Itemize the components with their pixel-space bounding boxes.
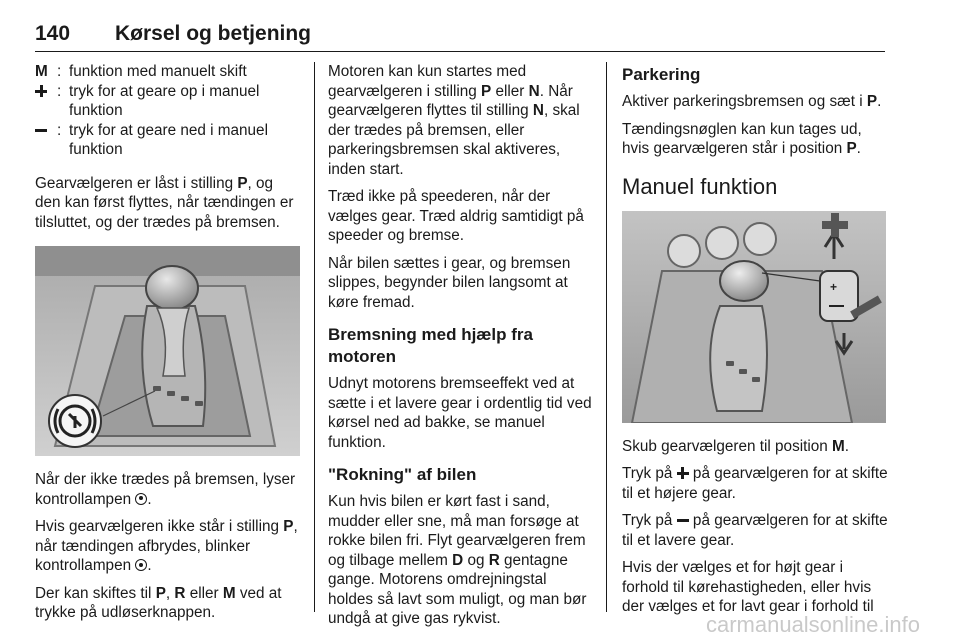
paragraph: Når der ikke trædes på bremsen, lyser kontrollampen .: [35, 471, 296, 508]
definition-row: : tryk for at geare op i manuel funktion: [35, 82, 300, 121]
section-heading: Bremsning med hjælp fra motoren: [328, 325, 533, 366]
definition-row: M : funktion med manuelt skift: [35, 62, 300, 82]
paragraph: Tryk på på gearvælgeren for at skifte til et højere gear.: [622, 465, 888, 502]
column-3: [622, 62, 888, 625]
definition-row: : tryk for at geare ned i manuel funktion: [35, 121, 300, 160]
paragraph: Tryk på på gearvælgeren for at skifte til et lavere gear.: [622, 512, 888, 549]
column-2: [328, 62, 592, 637]
definition-text: tryk for at geare op i manuel funktion: [69, 82, 260, 119]
definition-text: funktion med manuelt skift: [69, 63, 247, 80]
page-header: [35, 22, 885, 52]
watermark: carmanualsonline.info: [705, 612, 920, 637]
paragraph: Der kan skiftes til P, R eller M ved at trykke på udløserknappen.: [35, 584, 282, 621]
plus-icon: [677, 467, 689, 479]
paragraph: Motoren kan kun startes med gearvælgeren i stilling P eller N. Når gearvælgeren flyttes til stilling N, skal der trædes på bremsen, eller parkeringsbremsen skal aktiveres, inden start.: [328, 63, 580, 178]
paragraph: Træd ikke på speederen, når der vælges gear. Træd aldrig samtidigt på speeder og bremse.: [328, 188, 584, 244]
paragraph: Aktiver parkeringsbremsen og sæt i P.: [622, 93, 882, 110]
brake-warning-icon: [135, 559, 147, 571]
section-heading: Parkering: [622, 65, 701, 84]
manual-shift-illustration: [622, 211, 886, 423]
paragraph: Gearvælgeren er låst i stilling P, og den kan først flyttes, når tændingen er tilsluttet, og der trædes på bremsen.: [35, 174, 294, 231]
header-rule: [35, 51, 885, 52]
paragraph: Udnyt motorens bremseeffekt ved at sætte i et lavere gear i ordentlig tid ved kørsel ned ad bakke, se manuel funktion.: [328, 375, 592, 451]
column-divider-2: [606, 62, 607, 612]
column-1: [35, 62, 300, 631]
minus-icon: [677, 514, 689, 526]
definition-key: M: [35, 63, 48, 80]
chapter-title: Kørsel og betjening: [115, 22, 312, 45]
section-heading: "Rokning" af bilen: [328, 465, 477, 484]
section-title: Manuel funktion: [622, 173, 778, 199]
paragraph: Skub gearvælgeren til position M.: [622, 437, 850, 455]
paragraph: Tændingsnøglen kan kun tages ud, hvis gearvælgeren står i position P.: [622, 120, 862, 157]
paragraph: Når bilen sættes i gear, og bremsen slippes, begynder bilen langsomt at køre fremad.: [328, 254, 571, 311]
minus-icon: [35, 124, 47, 136]
svg-text:+: +: [830, 279, 838, 294]
brake-warning-icon: [135, 493, 147, 505]
paragraph: Hvis gearvælgeren ikke står i stilling P, når tændingen afbrydes, blinker kontrollampen .: [35, 518, 298, 574]
definition-list: [35, 62, 300, 160]
paragraph: Kun hvis bilen er kørt fast i sand, mudder eller sne, må man forsøge at rokke bilen fri. Flyt gearvælgeren frem og tilbage mellem D og R gentagne gange. Motorens omdrejningstal holdes så lavt som muligt, og man bør undgå at give gas rykvist.: [328, 493, 587, 627]
plus-icon: [35, 85, 47, 97]
page-number: 140: [35, 22, 71, 45]
gear-selector-illustration: [35, 246, 300, 456]
definition-text: tryk for at geare ned i manuel funktion: [69, 121, 268, 158]
column-divider-1: [314, 62, 315, 612]
paragraph: Hvis der vælges et for højt gear i forhold til kørehastigheden, eller hvis der vælges et for lavt gear i forhold til: [622, 559, 874, 615]
